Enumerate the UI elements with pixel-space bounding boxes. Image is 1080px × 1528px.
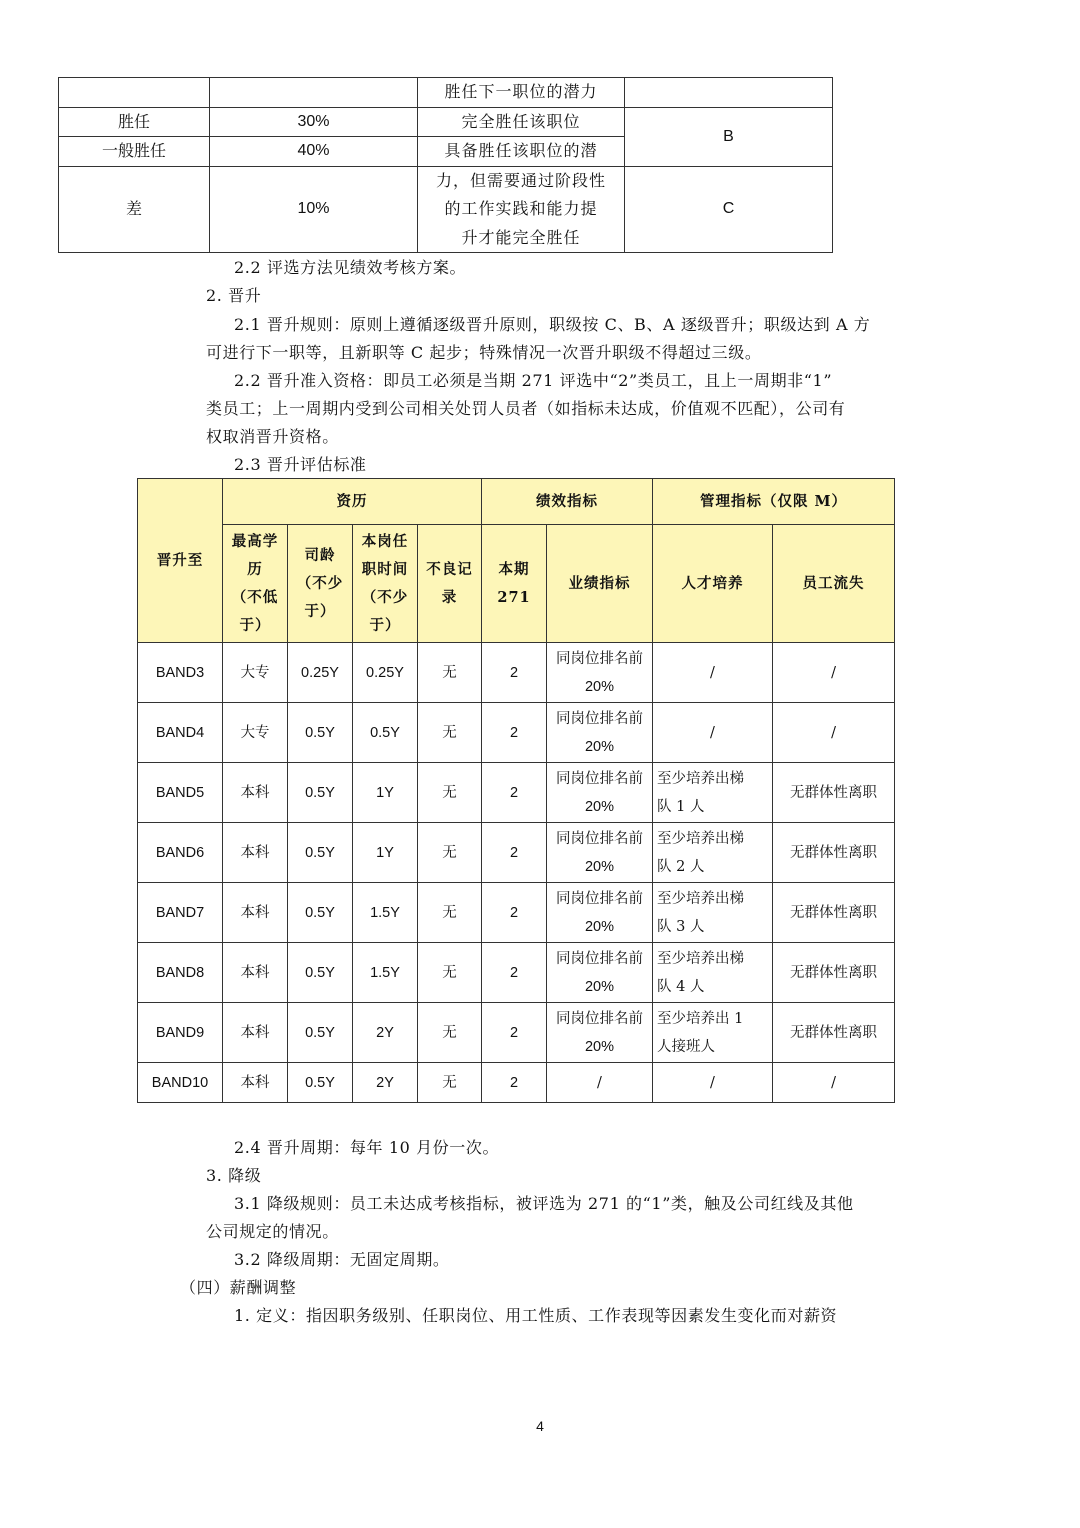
evaluation-table (58, 77, 833, 253)
heading-salary-adjustment: （四）薪酬调整 (180, 1278, 297, 1297)
tenure-cell: 0.5Y (288, 883, 353, 943)
perf-line: 20% (584, 858, 615, 875)
bad-record-cell: 无 (418, 1003, 482, 1063)
position-time-cell: 1.5Y (353, 883, 418, 943)
bad-record-cell: 无 (418, 1063, 482, 1103)
header-this-271: 本期 271 (482, 525, 547, 643)
header-promote-to: 晋升至 (138, 479, 223, 643)
header-management: 管理指标（仅限 M） (653, 479, 895, 525)
perf-cell (547, 823, 653, 883)
header-tenure (288, 525, 353, 643)
tenure-cell: 0.5Y (288, 763, 353, 823)
talent-cell (653, 883, 773, 943)
paragraph-3-1-line2: 公司规定的情况。 (206, 1222, 339, 1241)
eval-grade-cell: C (625, 166, 833, 253)
header-line: （不低 (231, 588, 279, 606)
p271-cell: 2 (482, 943, 547, 1003)
perf-line: 20% (584, 738, 615, 755)
bad-record-cell: 无 (418, 943, 482, 1003)
eval-desc-cell: 完全胜任该职位 (418, 107, 625, 137)
heading-demotion: 3. 降级 (206, 1166, 262, 1185)
paragraph-2-2b-line3: 权取消晋升资格。 (206, 427, 339, 446)
position-time-cell: 0.5Y (353, 703, 418, 763)
perf-cell (547, 943, 653, 1003)
header-education (223, 525, 288, 643)
header-line: （不少 (296, 574, 344, 592)
talent-cell: / (653, 643, 773, 703)
tenure-cell: 0.5Y (288, 823, 353, 883)
header-line: 不良记 (426, 560, 473, 578)
eval-ratio-cell: 10% (210, 166, 418, 253)
turnover-cell: 无群体性离职 (773, 943, 895, 1003)
eval-desc-cell: 具备胜任该职位的潜 (418, 137, 625, 167)
perf-cell (547, 883, 653, 943)
table-row (138, 703, 895, 763)
band-cell: BAND9 (138, 1003, 223, 1063)
header-line: 司龄 (304, 546, 336, 564)
talent-line: 至少培养出梯 (657, 770, 744, 787)
eval-level-cell: 一般胜任 (59, 137, 210, 167)
perf-cell (547, 643, 653, 703)
header-line: 于） (369, 616, 401, 634)
paragraph-2-2: 2.2 评选方法见绩效考核方案。 (234, 258, 467, 277)
header-position-time (353, 525, 418, 643)
eval-cell: 胜任下一职位的潜力 (418, 78, 625, 108)
perf-line: 同岗位排名前 (556, 650, 643, 667)
band-cell: BAND5 (138, 763, 223, 823)
bad-record-cell: 无 (418, 643, 482, 703)
position-time-cell: 2Y (353, 1003, 418, 1063)
paragraph-3-1-line1: 3.1 降级规则：员工未达成考核指标，被评选为 271 的“1”类，触及公司红线及其他 (234, 1194, 854, 1213)
turnover-cell: 无群体性离职 (773, 1003, 895, 1063)
eval-desc-line: 的工作实践和能力提 (444, 199, 598, 218)
p271-cell: 2 (482, 1063, 547, 1103)
talent-cell: / (653, 1063, 773, 1103)
paragraph-2-4: 2.4 晋升周期：每年 10 月份一次。 (234, 1138, 500, 1157)
promotion-criteria-table (137, 478, 895, 1103)
page-number: 4 (536, 1418, 544, 1434)
band-cell: BAND7 (138, 883, 223, 943)
p271-cell: 2 (482, 1003, 547, 1063)
paragraph-3-2: 3.2 降级周期：无固定周期。 (234, 1250, 450, 1269)
table-row (138, 1063, 895, 1103)
position-time-cell: 1.5Y (353, 943, 418, 1003)
edu-cell: 本科 (223, 943, 288, 1003)
eval-level-cell: 胜任 (59, 107, 210, 137)
eval-cell (625, 78, 833, 108)
header-talent: 人才培养 (653, 525, 773, 643)
talent-cell: / (653, 703, 773, 763)
paragraph-2-3: 2.3 晋升评估标准 (234, 455, 367, 474)
edu-cell: 本科 (223, 1063, 288, 1103)
position-time-cell: 1Y (353, 763, 418, 823)
perf-line: 20% (584, 1038, 615, 1055)
table-row (138, 763, 895, 823)
band-cell: BAND6 (138, 823, 223, 883)
header-line: 于） (239, 616, 271, 634)
eval-ratio-cell: 40% (210, 137, 418, 167)
table-row (138, 823, 895, 883)
eval-ratio-cell: 30% (210, 107, 418, 137)
paragraph-2-2b-line1: 2.2 晋升准入资格：即员工必须是当期 271 评选中“2”类员工，且上一周期非“1” (234, 371, 833, 390)
header-line: （不少 (361, 588, 409, 606)
talent-line: 至少培养出梯 (657, 890, 744, 907)
header-line: 历 (247, 560, 263, 578)
edu-cell: 大专 (223, 643, 288, 703)
tenure-cell: 0.5Y (288, 943, 353, 1003)
edu-cell: 本科 (223, 1003, 288, 1063)
p271-cell: 2 (482, 883, 547, 943)
p271-cell: 2 (482, 763, 547, 823)
header-bad-record (418, 525, 482, 643)
talent-cell (653, 763, 773, 823)
tenure-cell: 0.5Y (288, 1063, 353, 1103)
perf-cell: / (547, 1063, 653, 1103)
turnover-cell: / (773, 703, 895, 763)
p271-cell: 2 (482, 703, 547, 763)
tenure-cell: 0.25Y (288, 643, 353, 703)
band-cell: BAND8 (138, 943, 223, 1003)
tenure-cell: 0.5Y (288, 703, 353, 763)
position-time-cell: 2Y (353, 1063, 418, 1103)
header-line: 最高学 (231, 532, 279, 550)
perf-line: 同岗位排名前 (556, 1010, 643, 1027)
eval-grade-cell: B (625, 107, 833, 166)
eval-cell (210, 78, 418, 108)
talent-cell (653, 1003, 773, 1063)
paragraph-definition: 1. 定义：指因职务级别、任职岗位、用工性质、工作表现等因素发生变化而对薪资 (234, 1306, 838, 1325)
eval-desc-line: 升才能完全胜任 (461, 227, 581, 247)
perf-cell (547, 1003, 653, 1063)
bad-record-cell: 无 (418, 703, 482, 763)
bad-record-cell: 无 (418, 883, 482, 943)
eval-level-cell: 差 (59, 166, 210, 253)
perf-line: 同岗位排名前 (556, 890, 643, 907)
table-row (138, 883, 895, 943)
band-cell: BAND10 (138, 1063, 223, 1103)
perf-line: 同岗位排名前 (556, 830, 643, 847)
table-row (138, 1003, 895, 1063)
perf-line: 20% (584, 978, 615, 995)
header-line: 于） (304, 602, 336, 620)
header-performance: 绩效指标 (482, 479, 653, 525)
table-row (138, 943, 895, 1003)
eval-cell (59, 78, 210, 108)
paragraph-2-2b-line2: 类员工；上一周期内受到公司相关处罚人员者（如指标未达成，价值观不匹配），公司有 (206, 399, 846, 418)
header-perf-indicator: 业绩指标 (547, 525, 653, 643)
header-line: 本岗任 (361, 532, 409, 550)
perf-cell (547, 703, 653, 763)
perf-line: 同岗位排名前 (556, 710, 643, 727)
band-cell: BAND3 (138, 643, 223, 703)
talent-line: 队 1 人 (657, 798, 705, 815)
perf-cell (547, 763, 653, 823)
talent-line: 至少培养出梯 (657, 950, 744, 967)
talent-line: 队 4 人 (657, 978, 705, 995)
perf-line: 20% (584, 678, 615, 695)
turnover-cell: 无群体性离职 (773, 823, 895, 883)
perf-line: 20% (584, 918, 615, 935)
turnover-cell: / (773, 643, 895, 703)
talent-line: 至少培养出梯 (657, 830, 744, 847)
edu-cell: 大专 (223, 703, 288, 763)
heading-promotion: 2. 晋升 (206, 286, 262, 305)
turnover-cell: 无群体性离职 (773, 883, 895, 943)
band-cell: BAND4 (138, 703, 223, 763)
header-line: 录 (441, 588, 458, 606)
edu-cell: 本科 (223, 763, 288, 823)
turnover-cell: / (773, 1063, 895, 1103)
perf-line: 同岗位排名前 (556, 950, 643, 967)
perf-line: 同岗位排名前 (556, 770, 643, 787)
talent-line: 人接班人 (657, 1038, 715, 1055)
header-qualification: 资历 (223, 479, 482, 525)
header-turnover: 员工流失 (773, 525, 895, 643)
eval-desc-line: 力，但需要通过阶段性 (435, 170, 606, 190)
p271-cell: 2 (482, 823, 547, 883)
edu-cell: 本科 (223, 823, 288, 883)
bad-record-cell: 无 (418, 763, 482, 823)
position-time-cell: 1Y (353, 823, 418, 883)
paragraph-2-1-line2: 可进行下一职等，且新职等 C 起步；特殊情况一次晋升职级不得超过三级。 (206, 343, 762, 362)
perf-line: 20% (584, 798, 615, 815)
turnover-cell: 无群体性离职 (773, 763, 895, 823)
eval-desc-cell (418, 166, 625, 253)
paragraph-2-1-line1: 2.1 晋升规则：原则上遵循逐级晋升原则，职级按 C、B、A 逐级晋升；职级达到 A 方 (234, 315, 871, 334)
talent-line: 至少培养出 1 (657, 1010, 744, 1027)
edu-cell: 本科 (223, 883, 288, 943)
header-line: 职时间 (361, 560, 409, 578)
p271-cell: 2 (482, 643, 547, 703)
talent-line: 队 3 人 (657, 918, 705, 935)
talent-line: 队 2 人 (657, 858, 705, 875)
bad-record-cell: 无 (418, 823, 482, 883)
tenure-cell: 0.5Y (288, 1003, 353, 1063)
talent-cell (653, 943, 773, 1003)
position-time-cell: 0.25Y (353, 643, 418, 703)
table-row (138, 643, 895, 703)
talent-cell (653, 823, 773, 883)
